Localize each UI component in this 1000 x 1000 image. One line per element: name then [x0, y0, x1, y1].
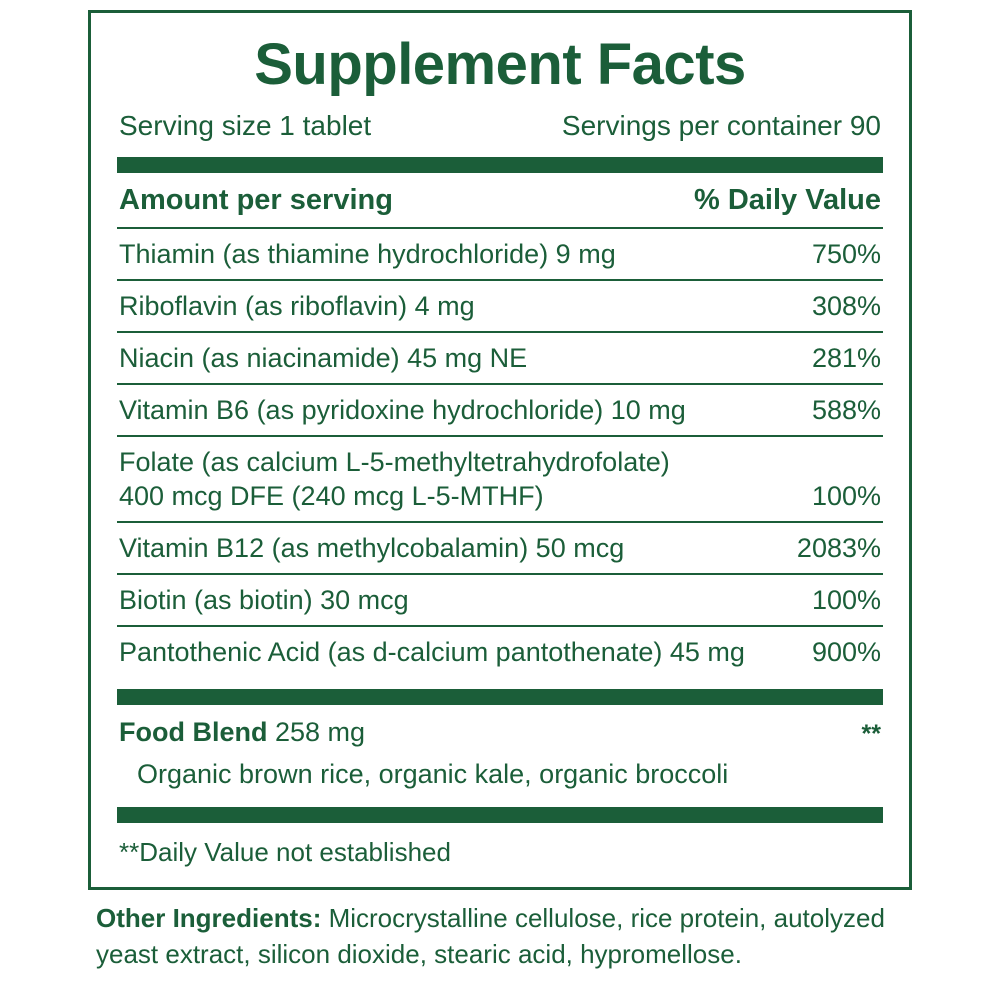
nutrient-dv: 100%: [811, 481, 881, 511]
other-ingredients-text: Microcrystalline cellulose, rice protein, autolyzed yeast extract, silicon dioxide, stearic acid, hypromellose.: [96, 903, 885, 969]
table-row: [117, 523, 883, 573]
table-row: [117, 385, 883, 435]
nutrient-name: Vitamin B6 (as pyridoxine hydrochloride) 10 mg: [119, 395, 686, 425]
servings-per-container: Servings per container 90: [561, 110, 881, 141]
nutrient-dv: 900%: [811, 637, 881, 667]
amount-per-serving-header: Amount per serving: [119, 184, 393, 216]
food-blend-amount: 258 mg: [275, 717, 366, 747]
nutrient-name: Thiamin (as thiamine hydrochloride) 9 mg: [119, 239, 616, 269]
table-row: [117, 437, 883, 521]
nutrient-dv: 588%: [811, 395, 881, 425]
nutrient-name: [119, 445, 812, 513]
label-panel: [88, 10, 912, 890]
daily-value-header: % Daily Value: [694, 184, 881, 216]
nutrient-name: Pantothenic Acid (as d-calcium pantothenate) 45 mg: [119, 637, 745, 667]
label-inner: [117, 21, 883, 879]
other-ingredients-label: Other Ingredients:: [96, 903, 322, 933]
divider-thick-middle: [117, 689, 883, 705]
food-blend-ingredients: Organic brown rice, organic kale, organic broccoli: [137, 759, 729, 789]
serving-info-row: [117, 107, 883, 145]
food-blend-title: Food Blend: [119, 717, 268, 747]
divider-thick-bottom: [117, 807, 883, 823]
table-row: [117, 627, 883, 677]
food-blend-dv: **: [861, 720, 881, 748]
nutrient-name: Niacin (as niacinamide) 45 mg NE: [119, 343, 528, 373]
nutrient-dv: 100%: [811, 585, 881, 615]
nutrient-name: Biotin (as biotin) 30 mcg: [119, 585, 409, 615]
table-row: [117, 575, 883, 625]
food-blend-row: [119, 715, 881, 751]
table-header-row: [117, 173, 883, 227]
nutrient-dv: 308%: [811, 291, 881, 321]
food-blend-name: [119, 715, 365, 749]
table-row: [117, 229, 883, 279]
nutrient-dv: 2083%: [796, 533, 881, 563]
other-ingredients: [96, 900, 926, 972]
nutrient-name-line2: 400 mcg DFE (240 mcg L-5-MTHF): [119, 481, 544, 511]
nutrient-dv: 281%: [811, 343, 881, 373]
nutrient-name-line1: Folate (as calcium L-5-methyltetrahydrofolate): [119, 447, 670, 477]
table-row: [117, 281, 883, 331]
nutrient-dv: 750%: [811, 239, 881, 269]
table-row: [117, 333, 883, 383]
nutrient-name: Riboflavin (as riboflavin) 4 mg: [119, 291, 475, 321]
nutrient-name: Vitamin B12 (as methylcobalamin) 50 mcg: [119, 533, 625, 563]
page-title: Supplement Facts: [254, 32, 746, 97]
food-blend-section: [117, 705, 883, 795]
serving-size: Serving size 1 tablet: [119, 110, 372, 141]
daily-value-footnote: **Daily Value not established: [119, 837, 451, 867]
divider-thick-top: [117, 157, 883, 173]
